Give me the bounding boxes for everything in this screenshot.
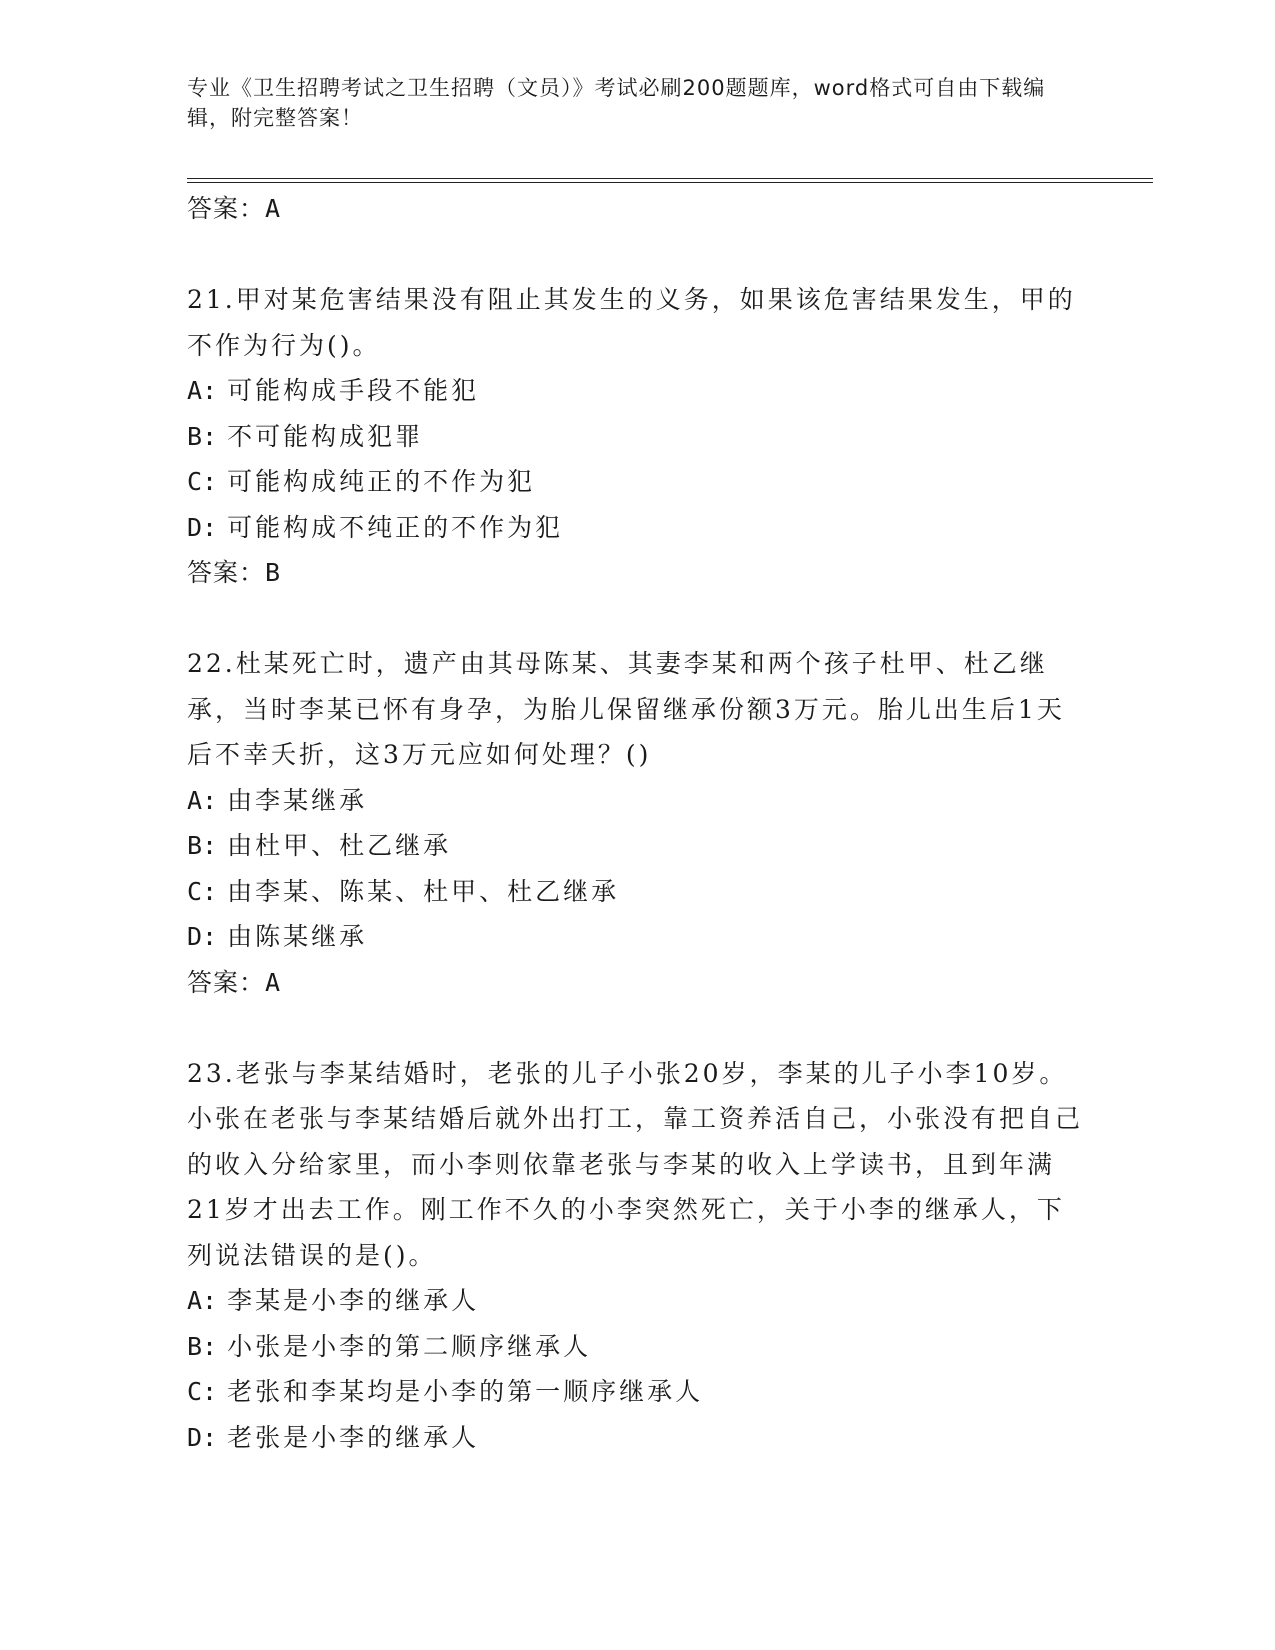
answer-line [187, 186, 1087, 232]
option-c [187, 869, 1087, 915]
answer-label: 答案： [187, 194, 266, 223]
question-block [187, 1051, 1087, 1461]
option-d [187, 505, 1087, 551]
question-number: 22. [187, 649, 236, 678]
answer-label: 答案： [187, 558, 266, 587]
option-text: 李某是小李的继承人 [227, 1286, 480, 1315]
option-key: A: [187, 376, 218, 405]
option-text: 可能构成不纯正的不作为犯 [227, 512, 564, 542]
question-number: 23. [187, 1058, 236, 1088]
option-c [187, 1369, 1087, 1415]
answer-line [187, 960, 1087, 1006]
option-key: D: [187, 1422, 218, 1452]
option-a [187, 778, 1087, 824]
option-b [187, 1324, 1087, 1370]
question-block [187, 277, 1087, 596]
option-text: 老张是小李的继承人 [227, 1422, 480, 1452]
option-key: C: [187, 467, 218, 496]
option-a [187, 1278, 1087, 1324]
question-number: 21. [187, 285, 236, 314]
option-c [187, 459, 1087, 505]
question-block [187, 641, 1087, 1005]
question-text: 甲对某危害结果没有阻止其发生的义务，如果该危害结果发生，甲的不作为行为()。 [187, 285, 1076, 360]
option-text: 由陈某继承 [227, 922, 368, 951]
answer-line [187, 550, 1087, 596]
question-stem [187, 277, 1087, 368]
option-b [187, 414, 1087, 460]
question-stem [187, 1051, 1087, 1279]
option-text: 老张和李某均是小李的第一顺序继承人 [227, 1377, 704, 1406]
option-text: 由李某继承 [227, 785, 368, 815]
option-b [187, 823, 1087, 869]
option-text: 不可能构成犯罪 [227, 421, 424, 451]
option-text: 可能构成纯正的不作为犯 [227, 467, 536, 496]
option-key: C: [187, 1377, 218, 1406]
answer-label: 答案： [187, 967, 266, 997]
option-key: B: [187, 421, 218, 451]
option-d [187, 1415, 1087, 1461]
header-divider [187, 178, 1153, 183]
option-key: D: [187, 922, 218, 951]
answer-value: B [265, 558, 282, 587]
option-text: 小张是小李的第二顺序继承人 [227, 1331, 592, 1361]
option-key: B: [187, 1331, 218, 1361]
option-key: A: [187, 785, 218, 815]
option-d [187, 914, 1087, 960]
question-text: 老张与李某结婚时，老张的儿子小张20岁，李某的儿子小李10岁。小张在老张与李某结婚后就外出打工，靠工资养活自己，小张没有把自己的收入分给家里，而小李则依靠老张与李某的收入上学读书，且到年满21岁才出去工作。刚工作不久的小李突然死亡，关于小李的继承人，下列说法错误的是()。 [187, 1058, 1084, 1270]
option-a [187, 368, 1087, 414]
document-body [187, 186, 1087, 1460]
option-text: 由杜甲、杜乙继承 [227, 831, 452, 860]
document-header: 专业《卫生招聘考试之卫生招聘（文员）》考试必刷200题题库，word格式可自由下载编辑，附完整答案！ [187, 76, 1046, 130]
option-text: 可能构成手段不能犯 [227, 376, 480, 405]
option-text: 由李某、陈某、杜甲、杜乙继承 [227, 876, 620, 906]
option-key: D: [187, 512, 218, 542]
answer-value: A [265, 194, 282, 223]
option-key: C: [187, 876, 218, 906]
option-key: A: [187, 1286, 218, 1315]
option-key: B: [187, 831, 218, 860]
question-stem [187, 641, 1087, 778]
question-text: 杜某死亡时，遗产由其母陈某、其妻李某和两个孩子杜甲、杜乙继承，当时李某已怀有身孕，为胎儿保留继承份额3万元。胎儿出生后1天后不幸夭折，这3万元应如何处理？() [187, 649, 1065, 769]
answer-value: A [265, 967, 282, 997]
